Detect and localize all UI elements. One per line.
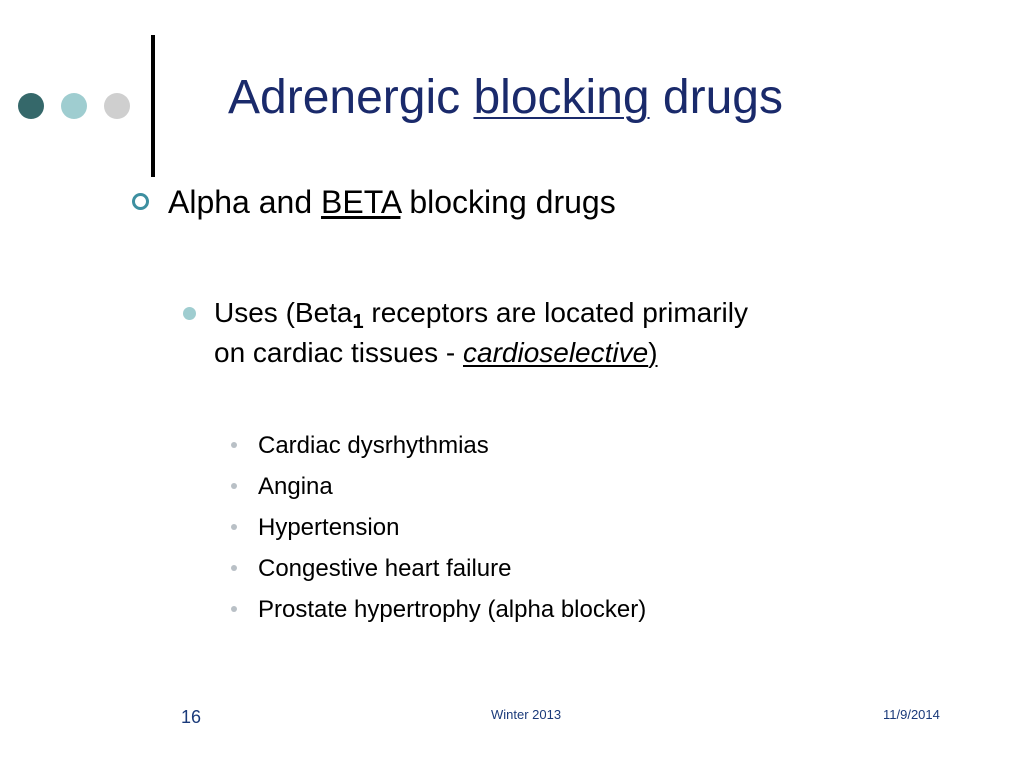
list-item-text: Congestive heart failure — [258, 555, 512, 582]
small-dot-bullet-icon — [231, 524, 237, 530]
level2-line2 — [214, 333, 748, 373]
slide-title — [228, 66, 783, 130]
footer-text: Winter 2013 — [491, 707, 562, 722]
level2-close-paren: ) — [648, 337, 658, 368]
bullet-level3-list — [229, 425, 646, 630]
list-item-text: Prostate hypertrophy (alpha blocker) — [258, 596, 647, 623]
grey-dot-icon — [104, 93, 130, 119]
level2-line1-post: receptors are located primarily — [363, 297, 748, 328]
level2-italic-term: cardioselective — [463, 337, 649, 368]
small-dot-bullet-icon — [231, 565, 237, 571]
list-item — [229, 466, 646, 507]
title-text-underlined: blocking — [473, 71, 650, 124]
level2-line1 — [214, 293, 748, 333]
list-item — [229, 548, 646, 589]
small-dot-bullet-icon — [231, 606, 237, 612]
level1-text-post: blocking drugs — [400, 184, 616, 220]
ring-bullet-icon — [132, 193, 149, 210]
small-dot-bullet-icon — [231, 442, 237, 448]
level1-text-underlined: BETA — [321, 184, 401, 220]
dark-teal-dot-icon — [18, 93, 44, 119]
bullet-level2 — [214, 293, 748, 373]
list-item-text: Angina — [258, 473, 333, 500]
dot-bullet-icon — [183, 307, 196, 320]
title-text-pre: Adrenergic — [228, 71, 474, 124]
level2-line1-pre: Uses (Beta — [214, 297, 353, 328]
level2-line2-pre: on cardiac tissues - — [214, 337, 463, 368]
small-dot-bullet-icon — [231, 483, 237, 489]
list-item-text: Cardiac dysrhythmias — [258, 432, 489, 459]
list-item-text: Hypertension — [258, 514, 400, 541]
level2-subscript: 1 — [352, 311, 364, 333]
list-item — [229, 589, 646, 630]
bullet-level1 — [168, 180, 616, 224]
light-teal-dot-icon — [61, 93, 87, 119]
title-divider — [151, 35, 155, 177]
slide-number: 16 — [181, 707, 202, 727]
list-item — [229, 507, 646, 548]
list-item — [229, 425, 646, 466]
title-text-post: drugs — [649, 71, 783, 124]
footer-date: 11/9/2014 — [883, 707, 940, 722]
level1-text-pre: Alpha and — [168, 184, 322, 220]
